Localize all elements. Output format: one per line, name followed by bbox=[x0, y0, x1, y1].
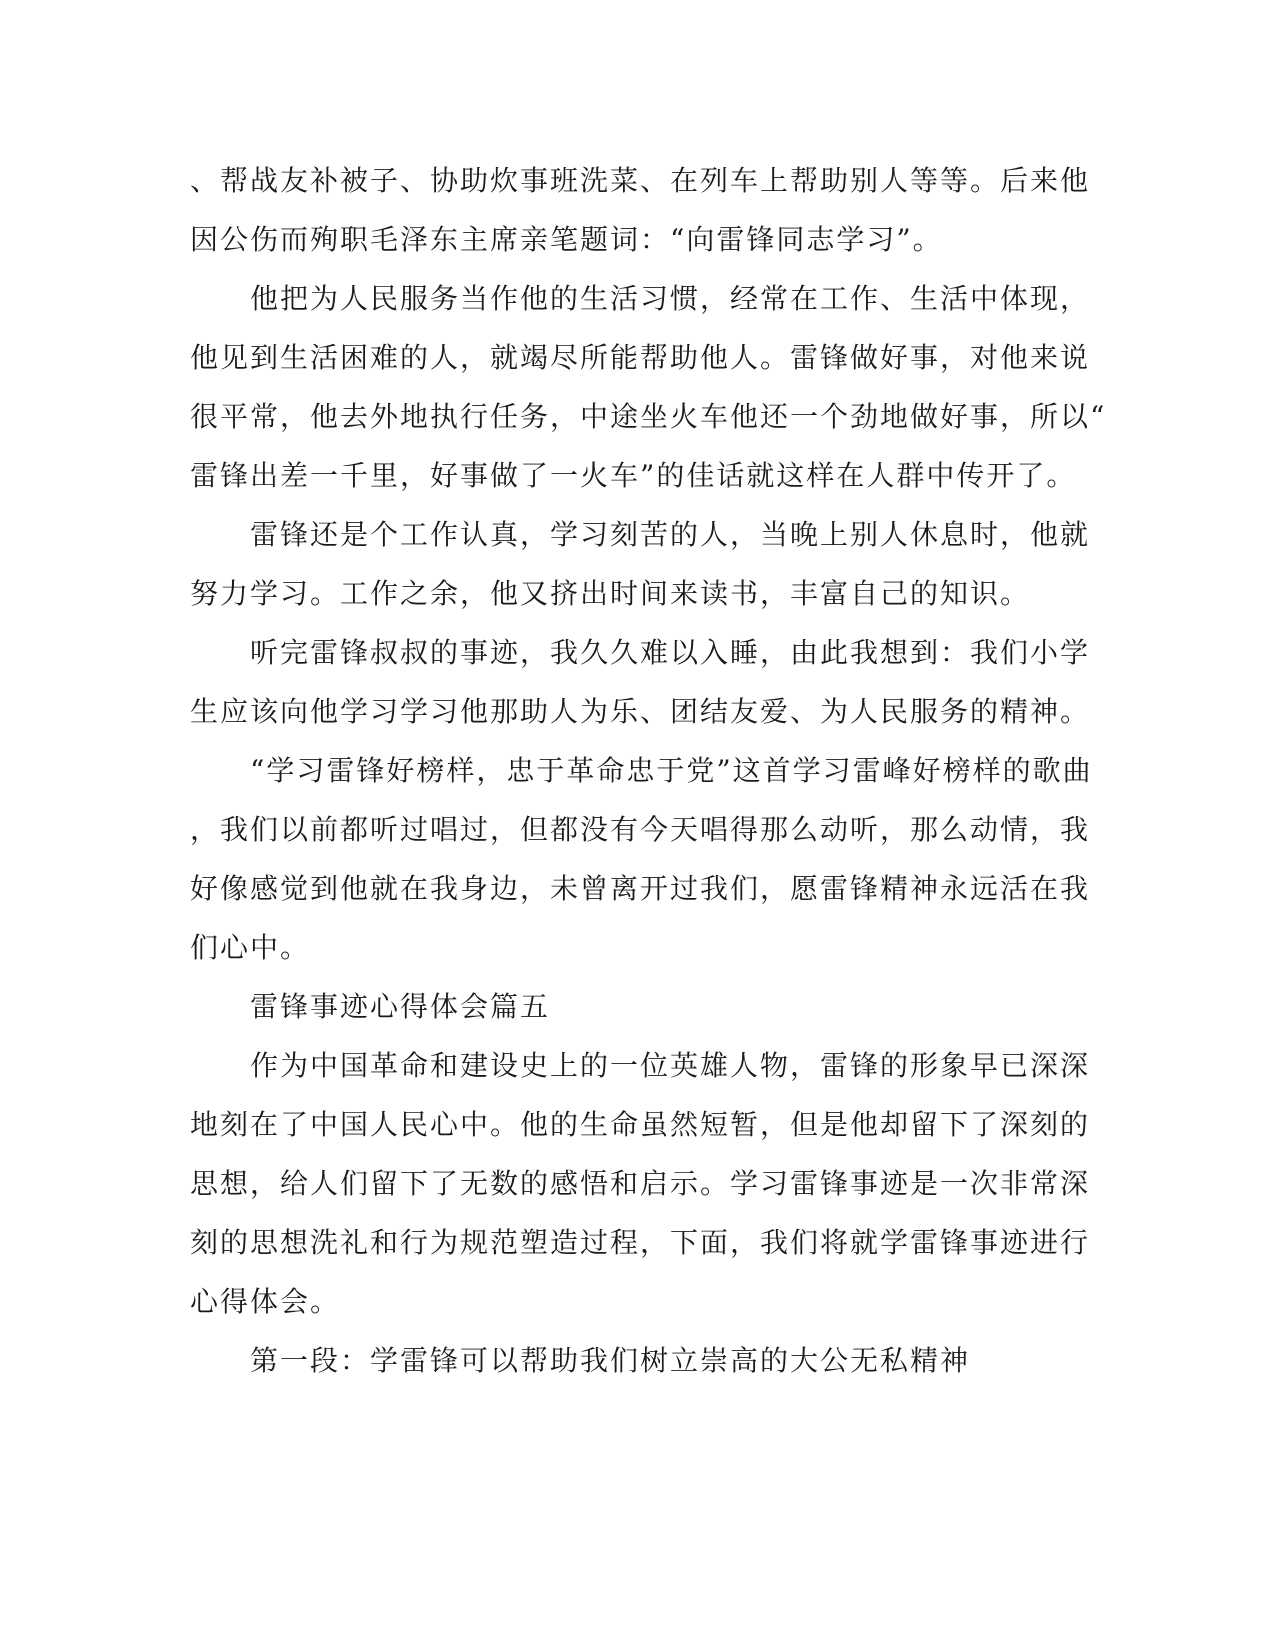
text-line: 他见到生活困难的人，就竭尽所能帮助他人。雷锋做好事，对他来说 bbox=[190, 341, 1091, 374]
text-line: 他把为人民服务当作他的生活习惯，经常在工作、生活中体现， bbox=[190, 282, 1091, 315]
text-line: 思想，给人们留下了无数的感悟和启示。学习雷锋事迹是一次非常深 bbox=[190, 1167, 1091, 1200]
text-line: 心得体会。 bbox=[190, 1285, 341, 1318]
text-line: 听完雷锋叔叔的事迹，我久久难以入睡，由此我想到：我们小学 bbox=[190, 636, 1091, 669]
text-line: 第一段：学雷锋可以帮助我们树立崇高的大公无私精神 bbox=[190, 1344, 971, 1377]
text-line: “学习雷锋好榜样，忠于革命忠于党”这首学习雷峰好榜样的歌曲 bbox=[190, 754, 1093, 787]
text-line: 作为中国革命和建设史上的一位英雄人物，雷锋的形象早已深深 bbox=[190, 1049, 1091, 1082]
text-line: 、帮战友补被子、协助炊事班洗菜、在列车上帮助别人等等。后来他 bbox=[190, 164, 1091, 197]
text-line: 们心中。 bbox=[190, 931, 311, 964]
text-line: 因公伤而殉职毛泽东主席亲笔题词：“向雷锋同志学习”。 bbox=[190, 223, 943, 256]
section-heading: 雷锋事迹心得体会篇五 bbox=[190, 990, 551, 1023]
text-line: 刻的思想洗礼和行为规范塑造过程，下面，我们将就学雷锋事迹进行 bbox=[190, 1226, 1091, 1259]
text-line: 雷锋还是个工作认真，学习刻苦的人，当晚上别人休息时，他就 bbox=[190, 518, 1091, 551]
text-line: ，我们以前都听过唱过，但都没有今天唱得那么动听，那么动情，我 bbox=[190, 813, 1091, 846]
text-line: 很平常，他去外地执行任务，中途坐火车他还一个劲地做好事，所以“ bbox=[190, 400, 1107, 433]
text-line: 好像感觉到他就在我身边，未曾离开过我们，愿雷锋精神永远活在我 bbox=[190, 872, 1091, 905]
text-line: 地刻在了中国人民心中。他的生命虽然短暂，但是他却留下了深刻的 bbox=[190, 1108, 1091, 1141]
text-line: 生应该向他学习学习他那助人为乐、团结友爱、为人民服务的精神。 bbox=[190, 695, 1091, 728]
text-line: 努力学习。工作之余，他又挤出时间来读书，丰富自己的知识。 bbox=[190, 577, 1031, 610]
text-line: 雷锋出差一千里，好事做了一火车”的佳话就这样在人群中传开了。 bbox=[190, 459, 1077, 492]
